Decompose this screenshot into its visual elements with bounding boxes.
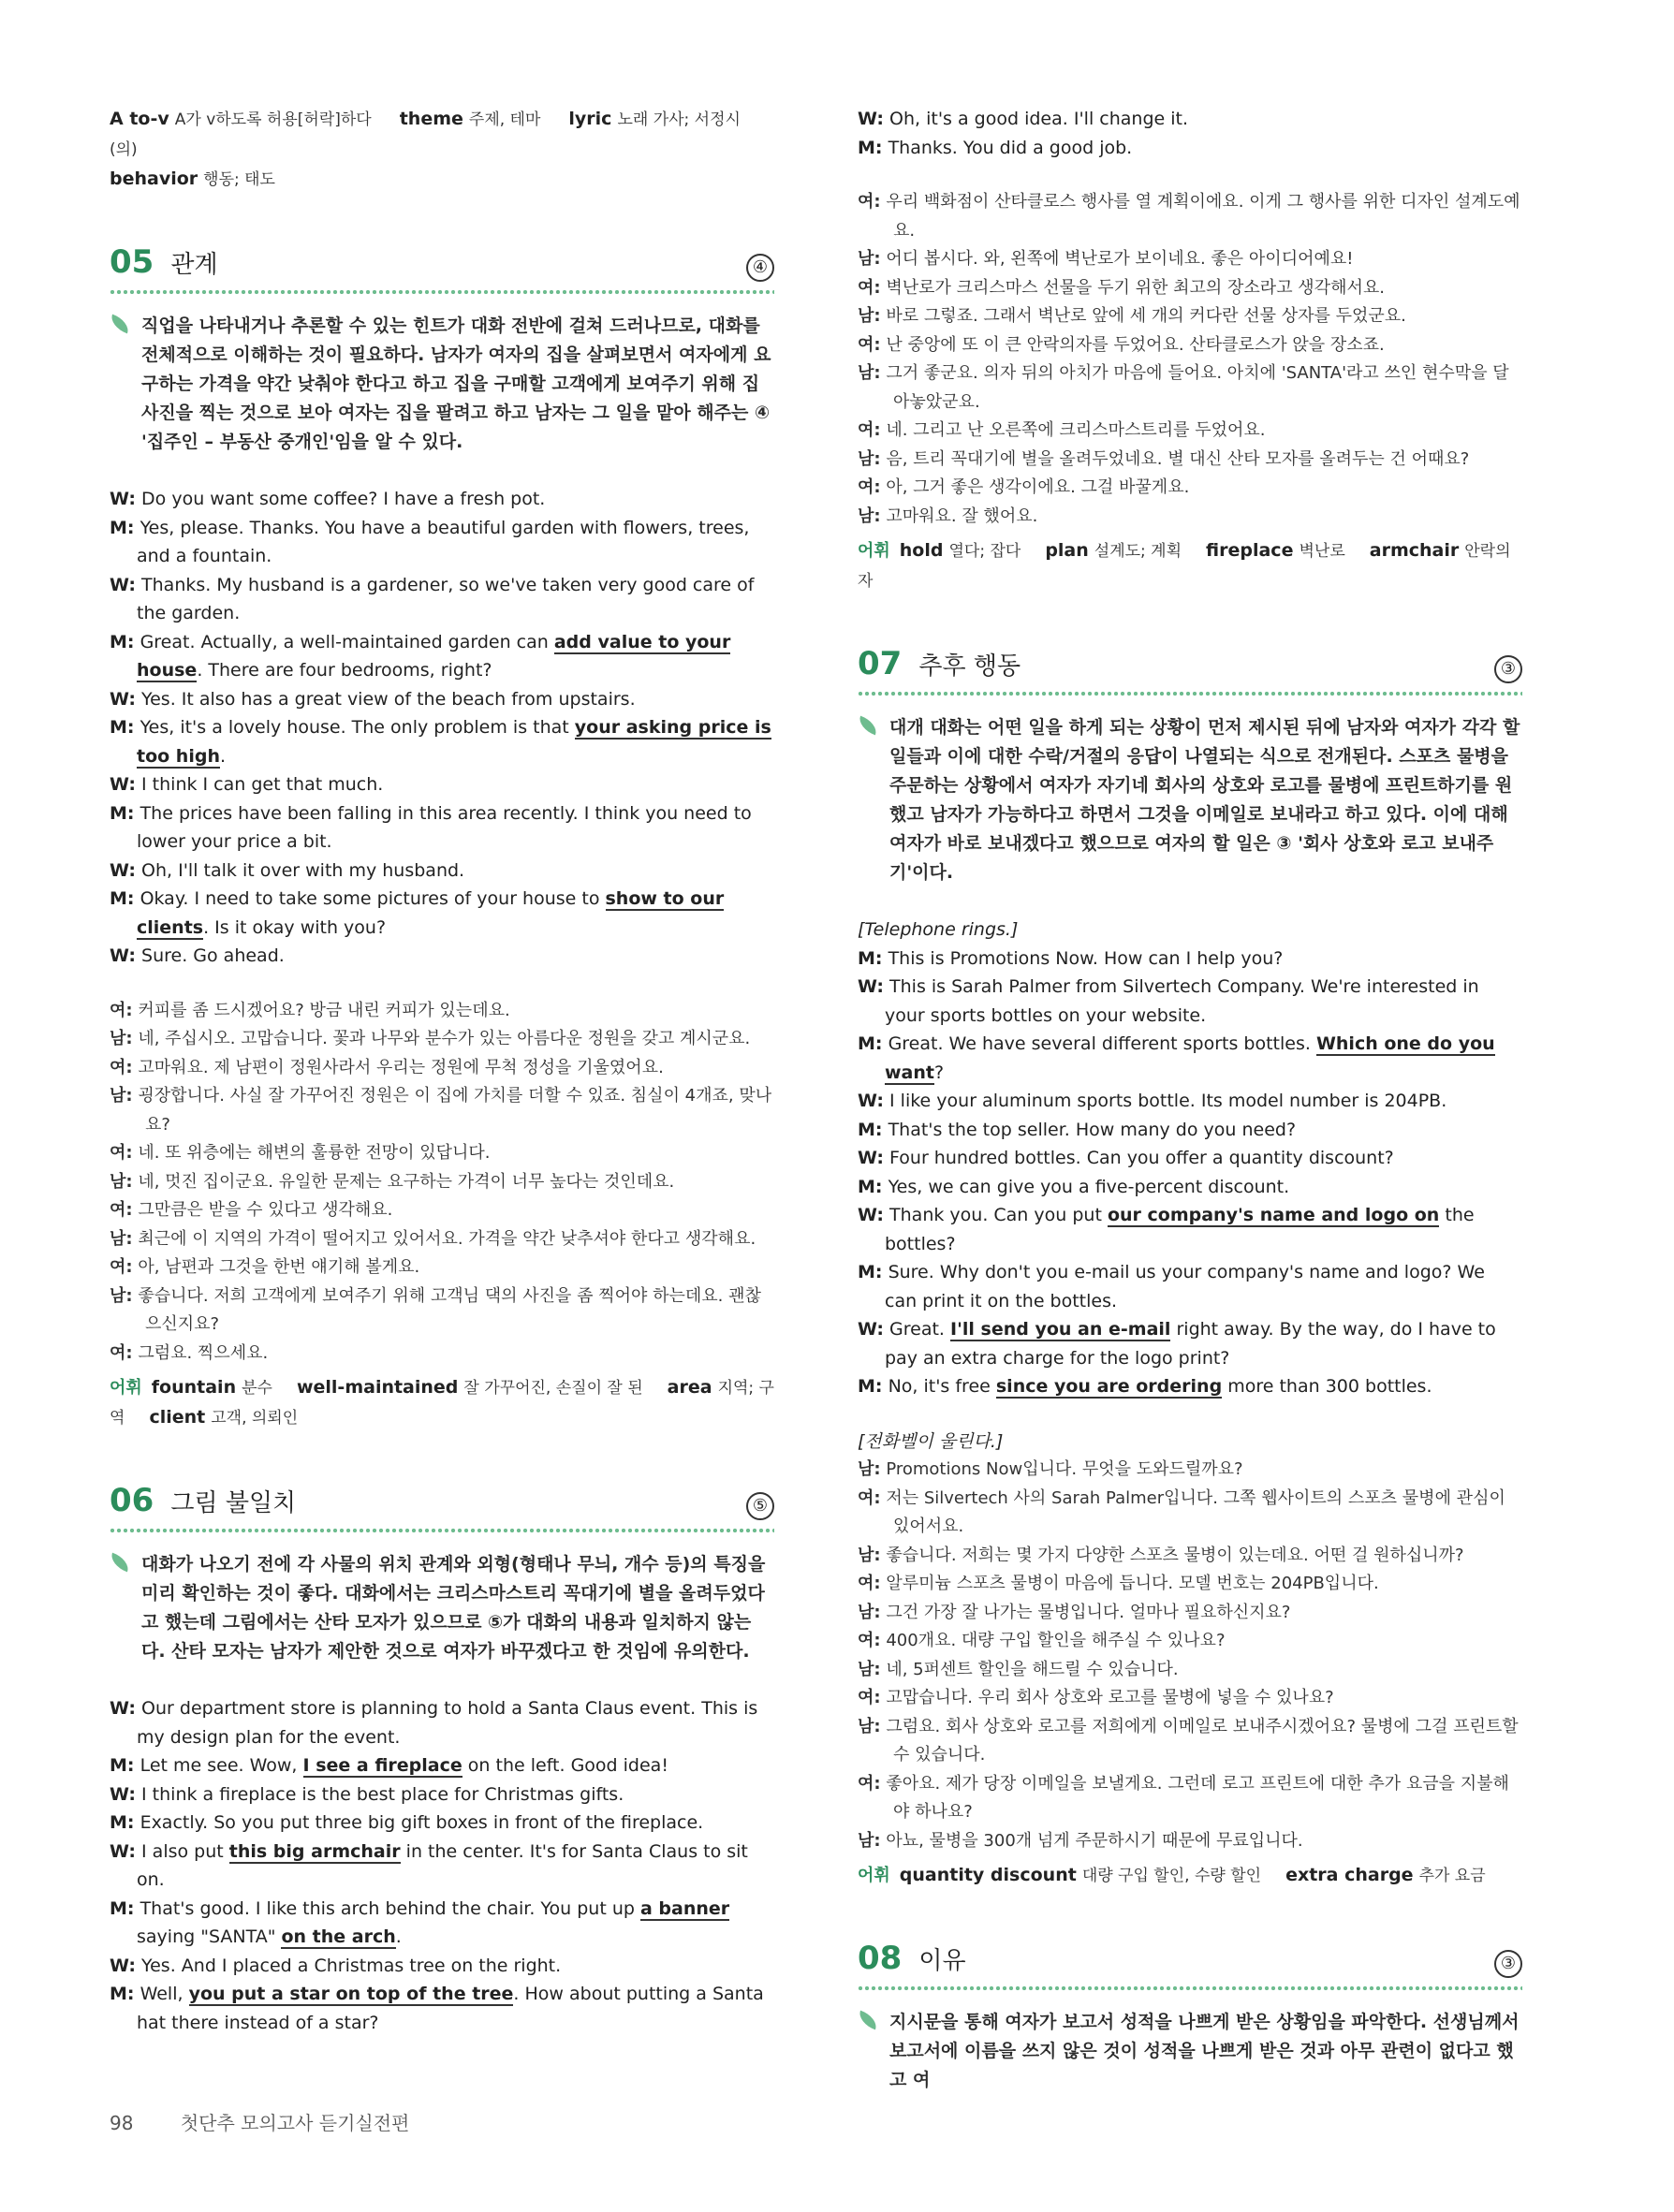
dialog-text: 바로 그렇죠. 그래서 벽난로 앞에 세 개의 커다란 선물 상자를 두었군요. — [886, 306, 1406, 326]
speaker-label: 남: — [858, 1459, 881, 1479]
speaker-label: 여: — [858, 477, 881, 497]
leaf-icon — [108, 315, 131, 334]
dialog-text: 굉장합니다. 사실 잘 가꾸어진 정원은 이 집에 가치를 더할 수 있죠. 침실이 4개죠, 맞나요? — [138, 1086, 772, 1135]
dialog-line — [858, 1144, 1522, 1173]
left-column — [110, 105, 774, 2037]
speaker-label: 남: — [858, 363, 881, 383]
key-phrase: this big armchair — [228, 1840, 401, 1862]
section-06-vocab — [858, 536, 1522, 596]
section-07-vocab — [858, 1861, 1522, 1891]
dialog-text: 그거 좋군요. 의자 뒤의 아치가 마음에 들어요. 아치에 'SANTA'라고 쓰인 현수막을 달아놓았군요. — [886, 363, 1509, 412]
dialog-text: Thanks. My husband is a gardener, so we've taken very good care of the garden. — [137, 574, 755, 623]
dialog-line — [110, 1225, 774, 1254]
vocab-meaning: 벽난로 — [1299, 542, 1345, 561]
vocab-meaning: 행동; 태도 — [203, 170, 275, 189]
key-phrase: Which one do you want — [885, 1033, 1495, 1083]
dialog-text: ? — [933, 1062, 945, 1083]
dialog-text: 우리 백화점이 산타클로스 행사를 열 계획이에요. 이게 그 행사를 위한 디자인 설계도예요. — [886, 192, 1520, 241]
speaker-label: 남: — [858, 1602, 881, 1622]
section-07-explanation: 대개 대화는 어떤 일을 하게 되는 상황이 먼저 제시된 뒤에 남자와 여자가 각각 할 일들과 이에 대한 수락/거절의 응답이 나열되는 식으로 전개된다. 스포츠 물병을 주문하는 상황에서 여자가 자기네 회사의 상호와 로고를 물병에 프린트하기를 원했고 남자가 가능하다고 하면서 그것을 이메일로 보내라고 하고 있다. 이에 대해 여자가 바로 보내겠다고 했으므로 여자의 할 일은 ③ '회사 상호와 로고 보내주기'이다. — [858, 713, 1522, 887]
vocab-term: extra charge — [1285, 1865, 1414, 1885]
section-05-vocab — [110, 1373, 774, 1433]
dialog-line — [110, 1952, 774, 1981]
dialog-line — [858, 1770, 1522, 1827]
top-vocab — [110, 105, 774, 195]
dialog-line — [858, 446, 1522, 475]
dialog-text: 어디 봅시다. 와, 왼쪽에 벽난로가 보이네요. 좋은 아이디어예요! — [886, 249, 1354, 269]
dialog-text: 벽난로가 크리스마스 선물을 두기 위한 최고의 장소라고 생각해서요. — [886, 277, 1385, 298]
speaker-label: W: — [858, 1319, 884, 1340]
speaker-label: 여: — [858, 334, 881, 355]
section-07-korean — [858, 1456, 1522, 1855]
dialog-text: 좋습니다. 저희는 몇 가지 다양한 스포츠 물병이 있는데요. 어떤 걸 원하십니까? — [886, 1545, 1464, 1565]
dialog-text: This is Sarah Palmer from Silvertech Company. We're interested in your sports bottles on your website. — [885, 976, 1479, 1026]
dialog-text: 네, 멋진 집이군요. 유일한 문제는 요구하는 가격이 너무 높다는 것인데요. — [138, 1171, 675, 1192]
dialog-line — [858, 1827, 1522, 1856]
dialog-text: 음, 트리 꼭대기에 별을 올려두었네요. 별 대신 산타 모자를 올려두는 건 어때요? — [886, 448, 1470, 469]
dialog-text: Yes, please. Thanks. You have a beautiful garden with flowers, trees, and a fountain. — [137, 517, 750, 566]
speaker-label: M: — [110, 1755, 135, 1776]
speaker-label: W: — [858, 976, 884, 997]
section-06-korean — [858, 188, 1522, 531]
dialog-text: Thanks. You did a good job. — [888, 137, 1133, 158]
dialog-text: 고마워요. 잘 했어요. — [886, 505, 1038, 526]
dialog-text: Well, — [140, 1984, 189, 2004]
dialog-line — [110, 799, 774, 857]
dialog-text: 네, 5퍼센트 할인을 해드릴 수 있습니다. — [886, 1659, 1179, 1679]
dialog-text: 아뇨, 물병을 300개 넘게 주문하시기 때문에 무료입니다. — [886, 1830, 1303, 1851]
vocab-label: 어휘 — [858, 541, 890, 561]
page-number: 98 — [110, 2112, 134, 2134]
speaker-label: 남: — [858, 1545, 881, 1565]
vocab-meaning: 분수 — [242, 1379, 272, 1398]
speaker-label: M: — [110, 517, 135, 538]
dialog-line — [110, 1054, 774, 1083]
speaker-label: M: — [110, 717, 135, 738]
dialog-text: Yes, we can give you a five-percent discount. — [888, 1176, 1290, 1197]
dialog-line — [858, 134, 1522, 163]
dialog-text: . How about putting a Santa hat there instead of a star? — [137, 1984, 764, 2033]
key-phrase: you put a star on top of the tree — [188, 1984, 514, 2004]
dialog-line — [110, 997, 774, 1026]
speaker-label: 남: — [110, 1086, 133, 1106]
vocab-term: lyric — [568, 109, 612, 129]
dialog-text: Great. We have several different sports bottles. — [888, 1033, 1316, 1054]
vocab-term: A to-v — [110, 109, 169, 129]
dialog-text: Promotions Now입니다. 무엇을 도와드릴까요? — [886, 1459, 1243, 1479]
speaker-label: 여: — [858, 1773, 881, 1794]
answer-badge: ④ — [746, 254, 774, 282]
section-title: 그림 불일치 — [170, 1489, 297, 1517]
dialog-text: 그럼요. 회사 상호와 로고를 저희에게 이메일로 보내주시겠어요? 물병에 그걸 프린트할 수 있습니다. — [886, 1716, 1519, 1765]
dialog-text: Oh, it's a good idea. I'll change it. — [889, 109, 1188, 129]
section-number: 08 — [858, 1940, 903, 1977]
vocab-term: quantity discount — [899, 1865, 1077, 1885]
dialog-line — [110, 1139, 774, 1168]
key-phrase: show to our clients — [137, 888, 725, 938]
dialog-line — [858, 302, 1522, 331]
vocab-meaning: 설계도; 계획 — [1094, 542, 1182, 561]
speaker-label: M: — [110, 1897, 135, 1919]
vocab-label: 어휘 — [858, 1866, 890, 1885]
speaker-label: M: — [858, 1033, 883, 1054]
section-06-dialog-continued — [858, 105, 1522, 162]
speaker-label: W: — [110, 774, 136, 795]
key-phrase: add value to your house — [137, 631, 731, 681]
vocab-meaning: 고객, 의뢰인 — [211, 1409, 299, 1428]
section-07-dialog-wrap — [858, 916, 1522, 1401]
dialog-text: 알루미늄 스포츠 물병이 마음에 듭니다. 모델 번호는 204PB입니다. — [886, 1574, 1379, 1593]
dialog-line — [858, 973, 1522, 1030]
section-06-header — [110, 1482, 774, 1520]
speaker-label: W: — [858, 1091, 884, 1111]
dialog-line — [110, 485, 774, 514]
dialog-line — [858, 503, 1522, 532]
dialog-line — [110, 942, 774, 971]
dialog-line — [110, 685, 774, 714]
dialog-text: 커피를 좀 드시겠어요? 방금 내린 커피가 있는데요. — [138, 1000, 510, 1020]
vocab-term: behavior — [110, 168, 198, 189]
dialog-text: 최근에 이 지역의 가격이 떨어지고 있어서요. 가격을 약간 낮추셔야 한다고 생각해요. — [138, 1228, 756, 1249]
dialog-line — [110, 514, 774, 571]
dialog-text: No, it's free — [888, 1376, 996, 1397]
dialog-line — [858, 245, 1522, 274]
right-column — [858, 105, 1522, 2095]
dialog-text: 네, 주십시오. 고맙습니다. 꽃과 나무와 분수가 있는 아름다운 정원을 갖고 계시군요. — [138, 1029, 751, 1048]
speaker-label: 남: — [858, 1716, 881, 1736]
section-05-korean — [110, 997, 774, 1369]
answer-badge: ⑤ — [746, 1492, 774, 1520]
dialog-line — [110, 1838, 774, 1895]
speaker-label: 여: — [110, 1342, 133, 1363]
dialog-line — [858, 1258, 1522, 1315]
vocab-term: client — [149, 1407, 206, 1428]
dialog-text: 아, 남편과 그것을 한번 얘기해 볼게요. — [138, 1257, 420, 1277]
dialog-text: Okay. I need to take some pictures of your house to — [140, 888, 606, 909]
dialog-text: 좋습니다. 저희 고객에게 보여주기 위해 고객님 댁의 사진을 좀 찍어야 하는데요. 괜찮으신지요? — [138, 1285, 761, 1334]
dialog-line — [110, 1253, 774, 1282]
vocab-term: theme — [399, 109, 463, 129]
vocab-meaning: 지역; 구역 — [110, 1379, 774, 1428]
dialog-line — [858, 474, 1522, 503]
leaf-icon — [108, 1553, 131, 1573]
dialog-text: Great. — [889, 1319, 951, 1340]
dialog-line — [858, 1116, 1522, 1145]
dialog-text: 고맙습니다. 우리 회사 상호와 로고를 물병에 넣을 수 있나요? — [886, 1688, 1334, 1707]
dialog-text: more than 300 bottles. — [1222, 1376, 1432, 1397]
section-title: 추후 행동 — [918, 652, 1021, 681]
dialog-line — [110, 1196, 774, 1225]
speaker-label: W: — [858, 1148, 884, 1168]
dialog-text: Yes. And I placed a Christmas tree on the right. — [141, 1955, 562, 1976]
speaker-label: 여: — [110, 1143, 133, 1163]
dialog-text: saying "SANTA" — [137, 1926, 282, 1947]
leaf-icon — [856, 716, 879, 736]
speaker-label: M: — [110, 1812, 135, 1833]
vocab-term: area — [667, 1377, 712, 1398]
dialog-line — [858, 417, 1522, 446]
vocab-term: well-maintained — [296, 1377, 459, 1398]
dialog-line — [110, 1780, 774, 1809]
dialog-text: I like your aluminum sports bottle. Its model number is 204PB. — [889, 1091, 1447, 1111]
vocab-meaning: A가 v하도록 허용[허락]하다 — [174, 110, 372, 129]
dialog-text: Do you want some coffee? I have a fresh pot. — [141, 489, 546, 509]
dialog-line — [110, 770, 774, 799]
speaker-label: 여: — [110, 1057, 133, 1077]
dialog-line — [110, 1809, 774, 1838]
dialog-text: 난 중앙에 또 이 큰 안락의자를 두었어요. 산타클로스가 앉을 장소죠. — [886, 334, 1385, 355]
vocab-term: armchair — [1369, 540, 1460, 561]
vocab-meaning: 잘 가꾸어진, 손질이 잘 된 — [463, 1379, 643, 1398]
key-phrase: your asking price is too high — [137, 717, 771, 767]
speaker-label: W: — [858, 1205, 884, 1225]
section-07-header — [858, 645, 1522, 683]
answer-badge: ③ — [1494, 1950, 1522, 1978]
speaker-label: W: — [858, 109, 884, 129]
dialog-text: Oh, I'll talk it over with my husband. — [141, 859, 465, 881]
dialog-line — [858, 1173, 1522, 1202]
speaker-label: 여: — [858, 420, 881, 440]
dialog-text: Thank you. Can you put — [889, 1205, 1108, 1225]
vocab-meaning: 안락의자 — [858, 542, 1511, 591]
dialog-line — [858, 331, 1522, 360]
speaker-label: 여: — [858, 1631, 881, 1650]
speaker-label: 여: — [858, 1688, 881, 1707]
dialog-line — [858, 1627, 1522, 1656]
speaker-label: M: — [110, 802, 135, 824]
dialog-text: . — [219, 745, 227, 767]
speaker-label: 여: — [110, 1200, 133, 1220]
wavy-divider — [858, 691, 1522, 696]
speaker-label: W: — [110, 489, 136, 509]
dialog-text: . — [395, 1926, 402, 1947]
speaker-label: 여: — [858, 1487, 881, 1508]
dialog-text: This is Promotions Now. How can I help you? — [888, 947, 1284, 969]
dialog-text: Yes. It also has a great view of the beach from upstairs. — [141, 688, 636, 710]
speaker-label: 남: — [110, 1171, 133, 1192]
dialog-text: I think I can get that much. — [141, 774, 384, 795]
section-07-dialog — [858, 945, 1522, 1401]
speaker-label: M: — [110, 888, 135, 909]
dialog-line — [858, 1599, 1522, 1628]
dialog-line — [110, 571, 774, 628]
dialog-text: Yes, it's a lovely house. The only problem is that — [140, 717, 575, 738]
vocab-term: plan — [1045, 540, 1089, 561]
dialog-text: Sure. Go ahead. — [141, 945, 285, 966]
vocab-term: fireplace — [1206, 540, 1294, 561]
dialog-text: Our department store is planning to hold a Santa Claus event. This is my design plan for the event. — [137, 1698, 758, 1748]
speaker-label: W: — [110, 1783, 136, 1805]
wavy-divider — [858, 1985, 1522, 1991]
dialog-line — [858, 1542, 1522, 1571]
dialog-line — [858, 1201, 1522, 1258]
vocab-term: hold — [899, 540, 944, 561]
section-title: 이유 — [918, 1947, 966, 1975]
dialog-line — [110, 713, 774, 770]
speaker-label: M: — [858, 1176, 883, 1197]
dialog-line — [858, 1315, 1522, 1372]
dialog-text: Four hundred bottles. Can you offer a quantity discount? — [889, 1148, 1394, 1168]
dialog-line — [858, 945, 1522, 974]
speaker-label: W: — [110, 688, 136, 710]
dialog-line — [858, 274, 1522, 303]
section-08-explanation: 지시문을 통해 여자가 보고서 성적을 나쁘게 받은 상황임을 파악한다. 선생님께서 보고서에 이름을 쓰지 않은 것이 성적을 나쁘게 받은 것과 아무 관련이 없다고 했고 여 — [858, 2008, 1522, 2095]
dialog-line — [110, 1340, 774, 1369]
vocab-meaning: 대량 구입 할인, 수량 할인 — [1081, 1867, 1262, 1885]
vocab-meaning: 추가 요금 — [1418, 1867, 1486, 1885]
vocab-label: 어휘 — [110, 1378, 142, 1398]
dialog-text: 아, 그거 좋은 생각이에요. 그걸 바꿀게요. — [886, 477, 1190, 497]
vocab-meaning: 노래 가사; 서정시(의) — [110, 110, 741, 159]
section-06-dialog — [110, 1694, 774, 2037]
section-05-header — [110, 243, 774, 282]
leaf-icon — [856, 2011, 879, 2030]
speaker-label: 여: — [858, 192, 881, 212]
speaker-label: 남: — [858, 249, 881, 269]
section-title: 관계 — [170, 251, 218, 279]
speaker-label: W: — [110, 859, 136, 881]
speaker-label: 여: — [110, 1000, 133, 1020]
dialog-line — [858, 1684, 1522, 1713]
dialog-text: on the left. Good idea! — [462, 1755, 668, 1776]
speaker-label: 남: — [858, 306, 881, 326]
speaker-label: W: — [110, 574, 136, 595]
dialog-line — [110, 1168, 774, 1197]
dialog-text: 네. 그리고 난 오른쪽에 크리스마스트리를 두었어요. — [886, 420, 1266, 440]
wavy-divider — [110, 1528, 774, 1533]
section-06-explanation: 대화가 나오기 전에 각 사물의 위치 관계와 외형(형태나 무늬, 개수 등)의 특징을 미리 확인하는 것이 좋다. 대화에서는 크리스마스트리 꼭대기에 별을 올려두었다고 했는데 그림에서는 산타 모자가 있으므로 ⑤가 대화의 내용과 일치하지 않는다. 산타 모자는 남자가 제안한 것으로 여자가 바꾸겠다고 한 것임에 유의한다. — [110, 1550, 774, 1666]
speaker-label: M: — [858, 1262, 883, 1282]
speaker-label: W: — [110, 1840, 136, 1862]
section-08-header — [858, 1940, 1522, 1978]
vocab-term: fountain — [151, 1377, 237, 1398]
dialog-line — [858, 1087, 1522, 1116]
dialog-text: That's good. I like this arch behind the chair. You put up — [140, 1897, 640, 1919]
dialog-line — [858, 1456, 1522, 1485]
dialog-text: right away. By the way, do I have to pay an extra charge for the logo print? — [885, 1319, 1496, 1369]
dialog-line — [110, 885, 774, 942]
dialog-text: . Is it okay with you? — [203, 916, 387, 938]
dialog-line — [110, 628, 774, 685]
dialog-text: Let me see. Wow, — [140, 1755, 303, 1776]
dialog-line — [858, 1030, 1522, 1087]
dialog-line — [858, 188, 1522, 245]
key-phrase: I'll send you an e-mail — [950, 1319, 1171, 1340]
book-title: 첫단추 모의고사 듣기실전편 — [180, 2112, 410, 2134]
dialog-line — [110, 857, 774, 886]
speaker-label: 여: — [858, 277, 881, 298]
dialog-line — [110, 1751, 774, 1780]
speaker-label: W: — [110, 1698, 136, 1719]
dialog-line — [110, 1082, 774, 1139]
speaker-label: M: — [858, 137, 883, 158]
speaker-label: 남: — [858, 448, 881, 469]
stage-note: [전화벨이 울린다.] — [858, 1430, 1004, 1452]
dialog-text: 저는 Silvertech 사의 Sarah Palmer입니다. 그쪽 웹사이트의 스포츠 물병에 관심이 있어서요. — [886, 1487, 1505, 1536]
key-phrase: since you are ordering — [995, 1376, 1223, 1397]
key-phrase: our company's name and logo on — [1107, 1205, 1440, 1225]
speaker-label: 여: — [110, 1257, 133, 1277]
dialog-line — [110, 1025, 774, 1054]
section-05-dialog — [110, 485, 774, 971]
stage-note: [Telephone rings.] — [858, 919, 1019, 940]
dialog-text: the bottles? — [885, 1205, 1475, 1254]
dialog-text: I think a fireplace is the best place for Christmas gifts. — [141, 1783, 624, 1805]
answer-badge: ③ — [1494, 655, 1522, 683]
dialog-text: I also put — [141, 1840, 229, 1862]
dialog-line — [110, 1282, 774, 1340]
speaker-label: 남: — [858, 505, 881, 526]
speaker-label: M: — [110, 1984, 135, 2004]
dialog-text: 고마워요. 제 남편이 정원사라서 우리는 정원에 무척 정성을 기울였어요. — [138, 1057, 664, 1077]
dialog-line — [858, 1713, 1522, 1770]
dialog-text: 네. 또 위층에는 해변의 훌륭한 전망이 있답니다. — [138, 1143, 491, 1163]
dialog-text: 400개요. 대량 구입 할인을 해주실 수 있나요? — [886, 1631, 1226, 1650]
speaker-label: 남: — [858, 1830, 881, 1851]
dialog-line — [858, 359, 1522, 417]
dialog-text: in the center. It's for Santa Claus to sit on. — [137, 1840, 748, 1890]
vocab-meaning: 열다; 잡다 — [948, 542, 1021, 561]
dialog-text: That's the top seller. How many do you need? — [888, 1119, 1297, 1140]
section-number: 05 — [110, 243, 154, 281]
page-footer — [110, 2108, 409, 2135]
dialog-text: . There are four bedrooms, right? — [197, 660, 492, 681]
dialog-line — [858, 1570, 1522, 1599]
speaker-label: M: — [858, 1119, 883, 1140]
section-number: 07 — [858, 645, 903, 682]
dialog-text: 그만큼은 받을 수 있다고 생각해요. — [138, 1200, 393, 1220]
section-number: 06 — [110, 1482, 154, 1519]
dialog-line — [858, 105, 1522, 134]
dialog-line — [858, 1485, 1522, 1542]
section-07-korean-wrap — [858, 1428, 1522, 1856]
wavy-divider — [110, 289, 774, 295]
dialog-line — [110, 1895, 774, 1952]
dialog-line — [110, 1694, 774, 1751]
speaker-label: W: — [110, 945, 136, 966]
section-05-explanation: 직업을 나타내거나 추론할 수 있는 힌트가 대화 전반에 걸쳐 드러나므로, 대화를 전체적으로 이해하는 것이 필요하다. 남자가 여자의 집을 살펴보면서 여자에게 요구하는 가격을 약간 낮춰야 한다고 하고 집을 구매할 고객에게 보여주기 위해 집 사진을 찍는 것으로 보아 여자는 집을 팔려고 하고 남자는 그 일을 맡아 해주는 ④ '집주인 – 부동산 중개인'임을 알 수 있다. — [110, 312, 774, 457]
key-phrase: on the arch — [281, 1926, 396, 1947]
dialog-text: The prices have been falling in this area recently. I think you need to lower your price a bit. — [137, 802, 752, 852]
dialog-line — [858, 1372, 1522, 1401]
dialog-text: 그럼요. 찍으세요. — [138, 1342, 269, 1363]
speaker-label: 여: — [858, 1574, 881, 1593]
key-phrase: I see a fireplace — [302, 1755, 463, 1776]
dialog-text: Great. Actually, a well-maintained garden can — [140, 631, 554, 652]
vocab-meaning: 주제, 테마 — [468, 110, 541, 129]
speaker-label: W: — [110, 1955, 136, 1976]
dialog-line — [110, 1980, 774, 2037]
dialog-text: 그건 가장 잘 나가는 물병입니다. 얼마나 필요하신지요? — [886, 1602, 1291, 1622]
speaker-label: 남: — [858, 1659, 881, 1679]
speaker-label: M: — [858, 1376, 883, 1397]
key-phrase: a banner — [639, 1897, 730, 1919]
speaker-label: M: — [110, 631, 135, 652]
speaker-label: M: — [858, 947, 883, 969]
dialog-text: Sure. Why don't you e-mail us your company's name and logo? We can print it on the bottles. — [885, 1262, 1485, 1311]
speaker-label: 남: — [110, 1029, 133, 1048]
dialog-text: Exactly. So you put three big gift boxes in front of the fireplace. — [140, 1812, 704, 1833]
dialog-line — [858, 1656, 1522, 1685]
speaker-label: 남: — [110, 1228, 133, 1249]
dialog-text: 좋아요. 제가 당장 이메일을 보낼게요. 그런데 로고 프린트에 대한 추가 요금을 지불해야 하나요? — [886, 1773, 1509, 1822]
speaker-label: 남: — [110, 1285, 133, 1306]
